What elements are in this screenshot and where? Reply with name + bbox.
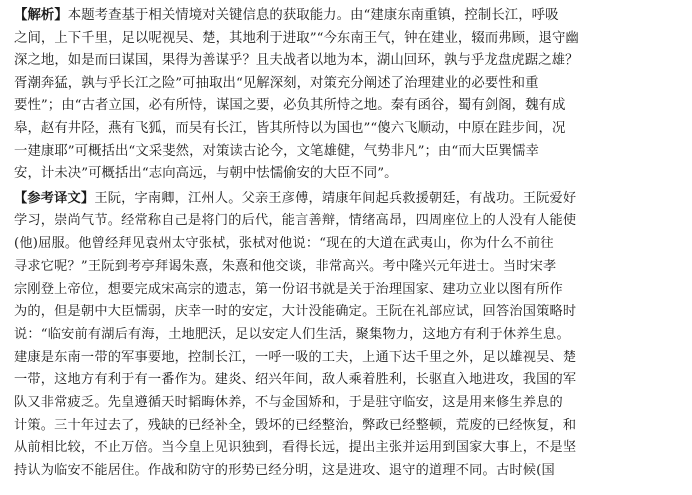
analysis-line: 安，计未决”可概括出“志向高远，与朝中怯懦偷安的大臣不同”。	[14, 166, 398, 182]
analysis-line: 深之地，如是而曰谋国，果得为善谋乎？且夫战者以地为本，湖山回环，孰与乎龙盘虎踞之雄？	[14, 53, 579, 69]
document-page	[14, 4, 678, 483]
analysis-line: 胥潮奔猛，孰与乎长江之险”可抽取出“见解深刻，对策充分阐述了治理建业的必要性和重	[14, 75, 539, 91]
analysis-line	[14, 4, 678, 28]
analysis-line: 皋，赵有井陉，燕有飞狐，而吴有长江，皆其所恃以为国也”“傻六飞顺动，中原在跬步间，况	[14, 120, 566, 136]
translation-line: 建康是东南一带的军事要地，控制长江，一呼一吸的工夫，上通下达千里之外，足以雄视吴、楚	[14, 349, 577, 365]
translation-line: 计策。三十年过去了，残缺的已经补全，毁坏的已经整治，弊政已经整顿，荒废的已经恢复，和	[14, 417, 577, 433]
translation-line-text: 王阮，字南卿，江州人。父亲王彦傅，靖康年间起兵救援朝廷，有战功。王阮爱好	[94, 190, 577, 206]
translation-line: 为的，但是朝中大臣懦弱，庆幸一时的安定，大计没能确定。王阮在礼部应试，回答治国策略时	[14, 304, 577, 320]
translation-line: 宗刚登上帝位，想要完成宋高宗的遗志，第一份诏书就是关于治理国家、建功立业以图有所作	[14, 281, 563, 297]
analysis-line: 之间，上下千里，足以呢视吴、楚，其地利于进取”“今东南王气，钟在建业，辍而弗顾，退守幽	[14, 30, 579, 46]
analysis-line: 一建康耶”可概括出“文采斐然，对策读古论今，文笔雄健，气势非凡”；由“而大臣巽懦幸	[14, 143, 539, 159]
analysis-line-text: 本题考查基于相关情境对关键信息的获取能力。由“建康东南重镇，控制长江，呼吸	[67, 8, 559, 23]
translation-line: (他)屈服。他曾经拜见袁州太守张栻，张栻对他说：“现在的大道在武夷山，你为什么不前往	[14, 236, 554, 252]
analysis-paragraph	[14, 4, 678, 186]
analysis-tag: 【解析】	[14, 7, 68, 23]
translation-line: 寻求它呢？”王阮到考亭拜谒朱熹，朱熹和他交谈，非常高兴。考中隆兴元年进士。当时宋孝	[14, 258, 557, 274]
translation-line: 一带，这地方有利于有一番作为。建炎、绍兴年间，敌人乘着胜利，长驱直入地进攻，我国的军	[14, 372, 577, 388]
translation-line: 持认为临安不能居住。作战和防守的形势已经分明，这是进攻、退守的道理不同。古时候(国	[14, 463, 555, 479]
translation-line: 说：“临安前有湖后有海，土地肥沃，足以安定人们生活，聚集物力，这地方有利于休养生息。	[14, 326, 570, 342]
translation-line: 学习，崇尚气节。经常称自己是将门的后代，能言善辩，情绪高昂，四周座位上的人没有人能使	[14, 213, 577, 229]
analysis-line: 要性”；由“古者立国，必有所恃，谋国之要，必负其所恃之地。秦有函谷，蜀有剑阁，魏有成	[14, 98, 566, 114]
translation-paragraph	[14, 188, 678, 483]
translation-line: 队又非常疲乏。先皇遵循天时韬晦休养，不与金国矫和，于是驻守临安，这是用来修生养息的	[14, 395, 563, 411]
translation-line: 从前相比较，不止万倍。当今皇上见识独到，看得长远，提出主张并运用到国家大事上，不是坚	[14, 440, 577, 456]
translation-tag: 【参考译文】	[14, 190, 95, 206]
translation-line	[14, 188, 678, 211]
